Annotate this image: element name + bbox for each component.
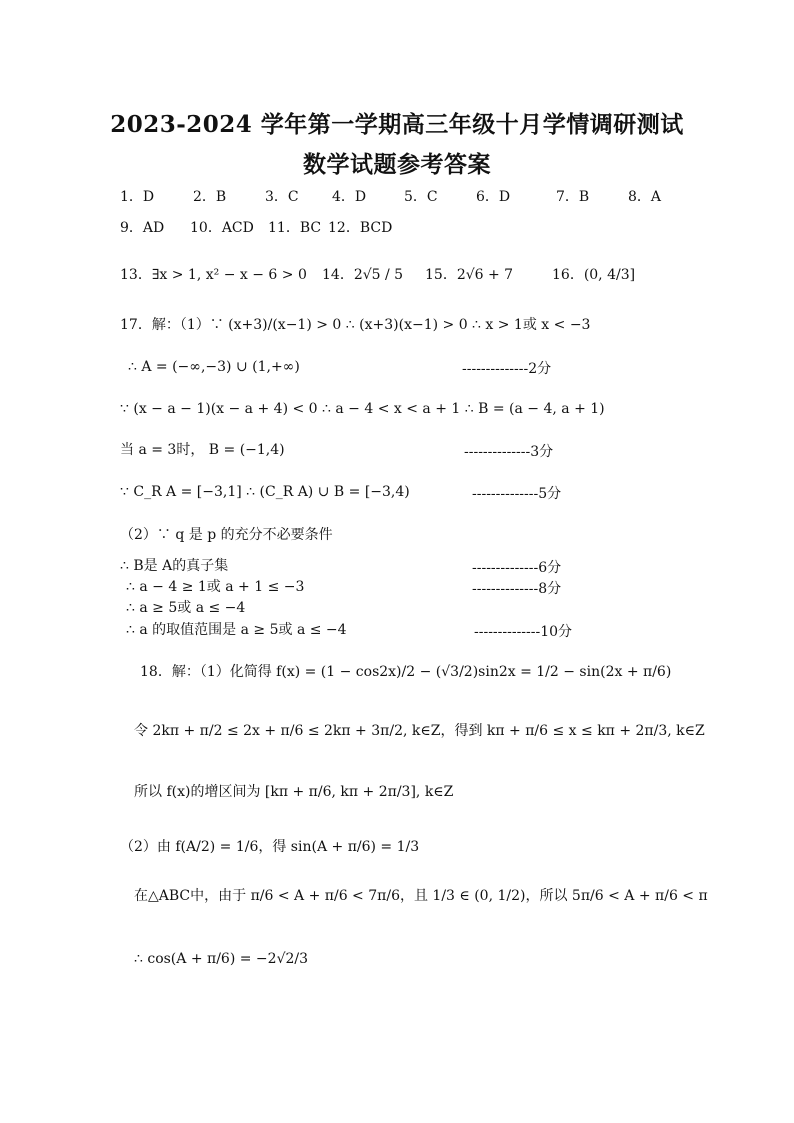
answer-4: 4．D xyxy=(332,189,367,205)
answer-6: 6．D xyxy=(476,189,511,205)
answer-14: 14．2√5 / 5 xyxy=(322,267,404,283)
q17-score-5: --------------5分 xyxy=(472,486,562,502)
q17-score-8: --------------8分 xyxy=(472,581,562,597)
q17-score-3: --------------3分 xyxy=(464,444,554,460)
q17-line-7: ∴ B是 A的真子集 xyxy=(120,558,229,574)
q18-line-4: （2）由 f(A/2) = 1/6，得 sin(A + π/6) = 1/3 xyxy=(120,839,420,855)
q17-line-6: （2）∵ q 是 p 的充分不必要条件 xyxy=(120,527,333,543)
answer-13: 13．∃x > 1, x² − x − 6 > 0 xyxy=(120,267,307,283)
q17-line-9: ∴ a ≥ 5或 a ≤ −4 xyxy=(126,600,246,616)
q17-line-5: ∵ C_R A = [−3,1] ∴ (C_R A) ∪ B = [−3,4) xyxy=(120,484,410,500)
answer-11: 11．BC xyxy=(268,220,322,236)
q17-line-4: 当 a = 3时， B = (−1,4) xyxy=(120,442,285,458)
q18-line-6: ∴ cos(A + π/6) = −2√2/3 xyxy=(134,951,309,967)
page-title: 2023-2024 学年第一学期高三年级十月学情调研测试 xyxy=(110,111,684,138)
answer-8: 8．A xyxy=(628,189,662,205)
q18-line-5: 在△ABC中，由于 π/6 < A + π/6 < 7π/6，且 1/3 ∈ (0, 1/2)，所以 5π/6 < A + π/6 < π xyxy=(134,888,708,904)
q18-line-1: 18．解：（1）化简得 f(x) = (1 − cos2x)/2 − (√3/2)sin2x = 1/2 − sin(2x + π/6) xyxy=(140,664,672,680)
answer-9: 9．AD xyxy=(120,220,165,236)
answer-10: 10．ACD xyxy=(190,220,254,236)
answer-16: 16．(0, 4/3] xyxy=(552,267,636,283)
q17-line-10: ∴ a 的取值范围是 a ≥ 5或 a ≤ −4 xyxy=(126,622,347,638)
q17-score-10: --------------10分 xyxy=(474,624,573,640)
q17-line-8: ∴ a − 4 ≥ 1或 a + 1 ≤ −3 xyxy=(126,579,305,595)
q18-line-2: 令 2kπ + π/2 ≤ 2x + π/6 ≤ 2kπ + 3π/2, k∈Z，得到 kπ + π/6 ≤ x ≤ kπ + 2π/3, k∈Z xyxy=(134,723,705,739)
q17-line-1: 17．解：（1）∵ (x+3)/(x−1) > 0 ∴ (x+3)(x−1) > 0 ∴ x > 1或 x < −3 xyxy=(120,317,591,333)
answer-2: 2．B xyxy=(193,189,227,205)
page-subtitle: 数学试题参考答案 xyxy=(303,151,491,178)
answer-15: 15．2√6 + 7 xyxy=(425,267,514,283)
q17-line-2: ∴ A = (−∞,−3) ∪ (1,+∞) xyxy=(128,359,300,375)
answer-7: 7．B xyxy=(556,189,590,205)
answer-1: 1．D xyxy=(120,189,155,205)
answer-5: 5．C xyxy=(404,189,438,205)
q17-line-3: ∵ (x − a − 1)(x − a + 4) < 0 ∴ a − 4 < x < a + 1 ∴ B = (a − 4, a + 1) xyxy=(120,401,605,417)
q17-score-6: --------------6分 xyxy=(472,560,562,576)
q18-line-3: 所以 f(x)的增区间为 [kπ + π/6, kπ + 2π/3], k∈Z xyxy=(134,784,454,800)
answer-12: 12．BCD xyxy=(328,220,393,236)
q17-score-2: --------------2分 xyxy=(462,361,552,377)
answer-3: 3．C xyxy=(265,189,299,205)
